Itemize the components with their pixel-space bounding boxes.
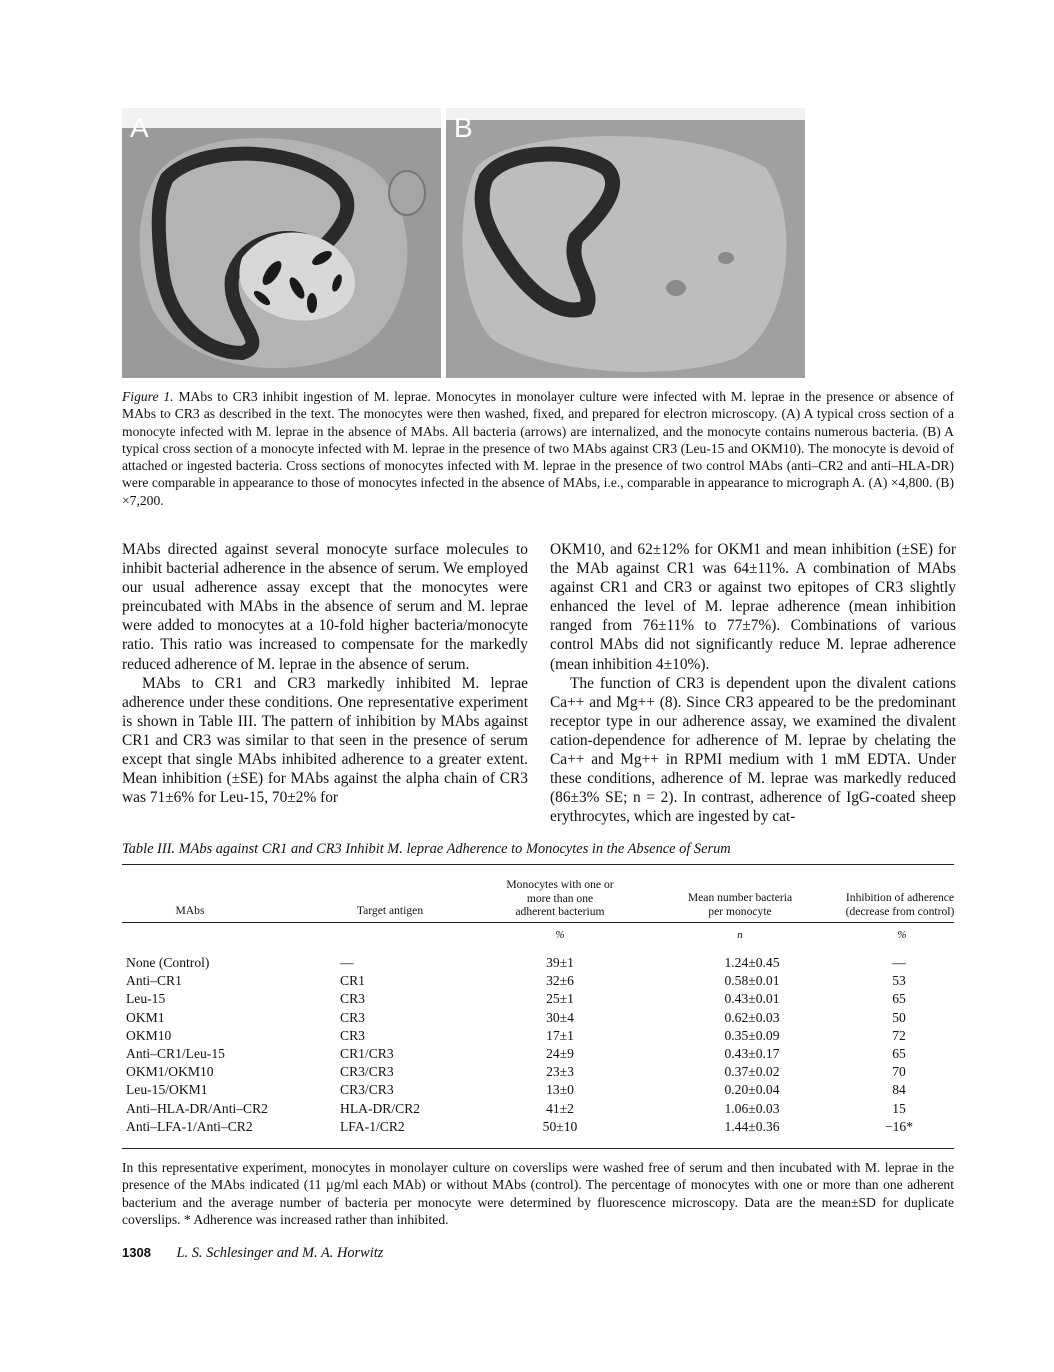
panel-a-label: A [130,112,149,143]
table-rule-header [122,922,954,923]
cell-target: CR1/CR3 [340,1045,394,1061]
cell-mean-bacteria: 0.62±0.03 [724,1009,780,1025]
table-row [122,955,954,973]
unit-pct: % [555,929,565,941]
figure-caption-lead: Figure 1. [122,389,174,404]
cell-mab: Leu-15/OKM1 [126,1082,208,1098]
table-row [122,1010,954,1028]
cell-inhibition: 72 [892,1027,906,1043]
table-row [122,973,954,991]
cell-target: LFA-1/CR2 [340,1118,405,1134]
table-footnote: In this representative experiment, monocytes in monolayer culture on coverslips were washed free of serum and then incubated with M. leprae in the presence of the MAbs indicated (11 µg/ml each MAb) or without MAbs (control). The percentage of monocytes with one or more than one adherent bacterium and the average number of bacteria per monocyte were determined by fluorescence microscopy. Data are the mean±SD for duplicate coverslips. * Adherence was increased rather than inhibited. [122,1160,954,1227]
cell-target: CR3/CR3 [340,1082,394,1098]
table-row [122,1119,954,1137]
cell-inhibition: 65 [892,991,906,1007]
cell-mean-bacteria: 0.43±0.17 [724,1045,780,1061]
micrograph-a [122,108,441,378]
panel-b-label: B [454,112,473,143]
cell-inhibition: 50 [892,1009,906,1025]
cell-percent: 30±4 [546,1009,574,1025]
figure-caption-body: MAbs to CR3 inhibit ingestion of M. leprae. Monocytes in monolayer culture were infected with M. leprae in the presence or absence of MAbs to CR3 as described in the text. The monocytes were then washed, fixed, and prepared for electron microscopy. (A) A typical cross section of a monocyte infected with M. leprae in the absence of MAbs. All bacteria (arrows) are internalized, and the monocyte contains numerous bacteria. (B) A typical cross section of a monocyte infected with M. leprae in the presence of two MAbs against CR3 (Leu-15 and OKM10). The monocyte is devoid of attached or ingested bacteria. Cross sections of monocytes infected with M. leprae in the presence of two control MAbs (anti–CR2 and anti–HLA-DR) were comparable in appearance to those of monocytes infected in the absence of MAbs, i.e., comparable in appearance to micrograph A. (A) ×4,800. (B) ×7,200. [122,389,955,508]
header-target-antigen: Target antigen [356,904,424,917]
table-row [122,1028,954,1046]
cell-mean-bacteria: 1.24±0.45 [724,955,780,970]
cell-percent: 13±0 [546,1082,574,1098]
paragraph: The function of CR3 is dependent upon the divalent cations Ca++ and Mg++ (8). Since CR3 appeared to be the predominant receptor type in our adherence assay, we examined the divalent cation-dependence for adherence of M. leprae by chelating the Ca++ and Mg++ in RPMI medium with 1 mM EDTA. Under these conditions, adherence of M. leprae was markedly reduced (86±3% SE; n = 2). In contrast, adherence of IgG-coated sheep erythrocytes, which are ingested by cat- [550,674,956,826]
cell-target: — [340,955,354,970]
cell-target: CR3 [340,1009,365,1025]
header-mean-bacteria: Mean number bacteria per monocyte [687,891,793,918]
cell-mean-bacteria: 0.43±0.01 [724,991,780,1007]
header-monocytes: Monocytes with one or more than one adherent bacterium [506,878,614,918]
body-left-column [122,540,528,807]
cell-percent: 41±2 [546,1100,574,1116]
running-authors: L. S. Schlesinger and M. A. Horwitz [176,1245,384,1261]
cell-target: CR1 [340,973,365,989]
table-row [122,1082,954,1100]
paragraph: MAbs to CR1 and CR3 markedly inhibited M. leprae adherence under these conditions. One representative experiment is shown in Table III. The pattern of inhibition by MAbs against CR1 and CR3 was similar to that seen in the presence of serum except that single MAbs inhibited adherence to a greater extent. Mean inhibition (±SE) for MAbs against the alpha chain of CR3 was 71±6% for Leu-15, 70±2% for [122,674,528,807]
cell-target: CR3 [340,1027,365,1043]
micrograph-b [446,108,805,378]
paragraph: MAbs directed against several monocyte surface molecules to inhibit bacterial adherence in the absence of serum. We employed our usual adherence assay except that the monocytes were preincubated with MAbs in the absence of serum and M. leprae were added to monocytes at a 10-fold higher bacteria/monocyte ratio. This ratio was increased to compensate for the markedly reduced adherence of M. leprae in the absence of serum. [122,541,528,673]
cell-mab: None (Control) [126,955,210,970]
table-rule-bottom [122,1148,954,1149]
cell-mean-bacteria: 1.06±0.03 [724,1100,780,1116]
cell-target: HLA-DR/CR2 [340,1100,421,1116]
cell-mab: Leu-15 [126,991,166,1007]
cell-mean-bacteria: 0.35±0.09 [724,1027,780,1043]
page-footer [122,1245,383,1262]
cell-inhibition: 65 [892,1045,906,1061]
cell-mab: OKM10 [126,1027,172,1043]
figure-caption [122,388,954,509]
cell-percent: 50±10 [542,1118,578,1134]
cell-inhibition: 70 [892,1064,906,1080]
cell-target: CR3 [340,991,365,1007]
table-row [122,991,954,1009]
unit-n: n [737,929,743,941]
table-title: Table III. MAbs against CR1 and CR3 Inhibit M. leprae Adherence to Monocytes in the Absence of Serum [122,841,731,857]
cell-mab: Anti–CR1 [126,973,182,989]
paragraph: OKM10, and 62±12% for OKM1 and mean inhibition (±SE) for the MAb against CR1 was 64±11%. A combination of MAbs against CR1 and CR3 or against two epitopes of CR3 slightly enhanced the level of M. leprae adherence (mean inhibition ranged from 76±11% to 77±7%). Combinations of various control MAbs did not significantly reduce M. leprae adherence (mean inhibition 4±10%). [550,541,956,673]
cell-percent: 24±9 [546,1045,574,1061]
cell-mab: Anti–CR1/Leu-15 [126,1045,225,1061]
cell-mab: Anti–HLA-DR/Anti–CR2 [126,1100,268,1116]
table-rule-top [122,864,954,865]
cell-mab: OKM1 [126,1009,165,1025]
cell-inhibition: 53 [892,973,906,989]
cell-target: CR3/CR3 [340,1064,394,1080]
cell-percent: 23±3 [546,1064,574,1080]
cell-inhibition: 15 [892,1100,906,1116]
cell-inhibition: −16* [884,1118,914,1134]
cell-inhibition: — [892,955,906,970]
body-right-column [550,540,956,826]
cell-mean-bacteria: 0.37±0.02 [724,1064,780,1080]
header-mabs: MAbs [175,904,205,917]
cell-percent: 17±1 [546,1027,574,1043]
cell-percent: 32±6 [546,973,574,989]
cell-percent: 25±1 [546,991,574,1007]
table-body [122,955,954,1137]
cell-inhibition: 84 [892,1082,906,1098]
header-inhibition: Inhibition of adherence (decrease from control) [845,891,955,918]
table-row [122,1101,954,1119]
page-number: 1308 [122,1245,151,1260]
cell-mean-bacteria: 1.44±0.36 [724,1118,780,1134]
table-row [122,1064,954,1082]
table-row [122,1046,954,1064]
cell-mean-bacteria: 0.20±0.04 [724,1082,780,1098]
cell-mab: Anti–LFA-1/Anti–CR2 [126,1118,253,1134]
unit-inhib: % [897,929,907,941]
cell-mean-bacteria: 0.58±0.01 [724,973,780,989]
cell-percent: 39±1 [546,955,574,970]
cell-mab: OKM1/OKM10 [126,1064,214,1080]
